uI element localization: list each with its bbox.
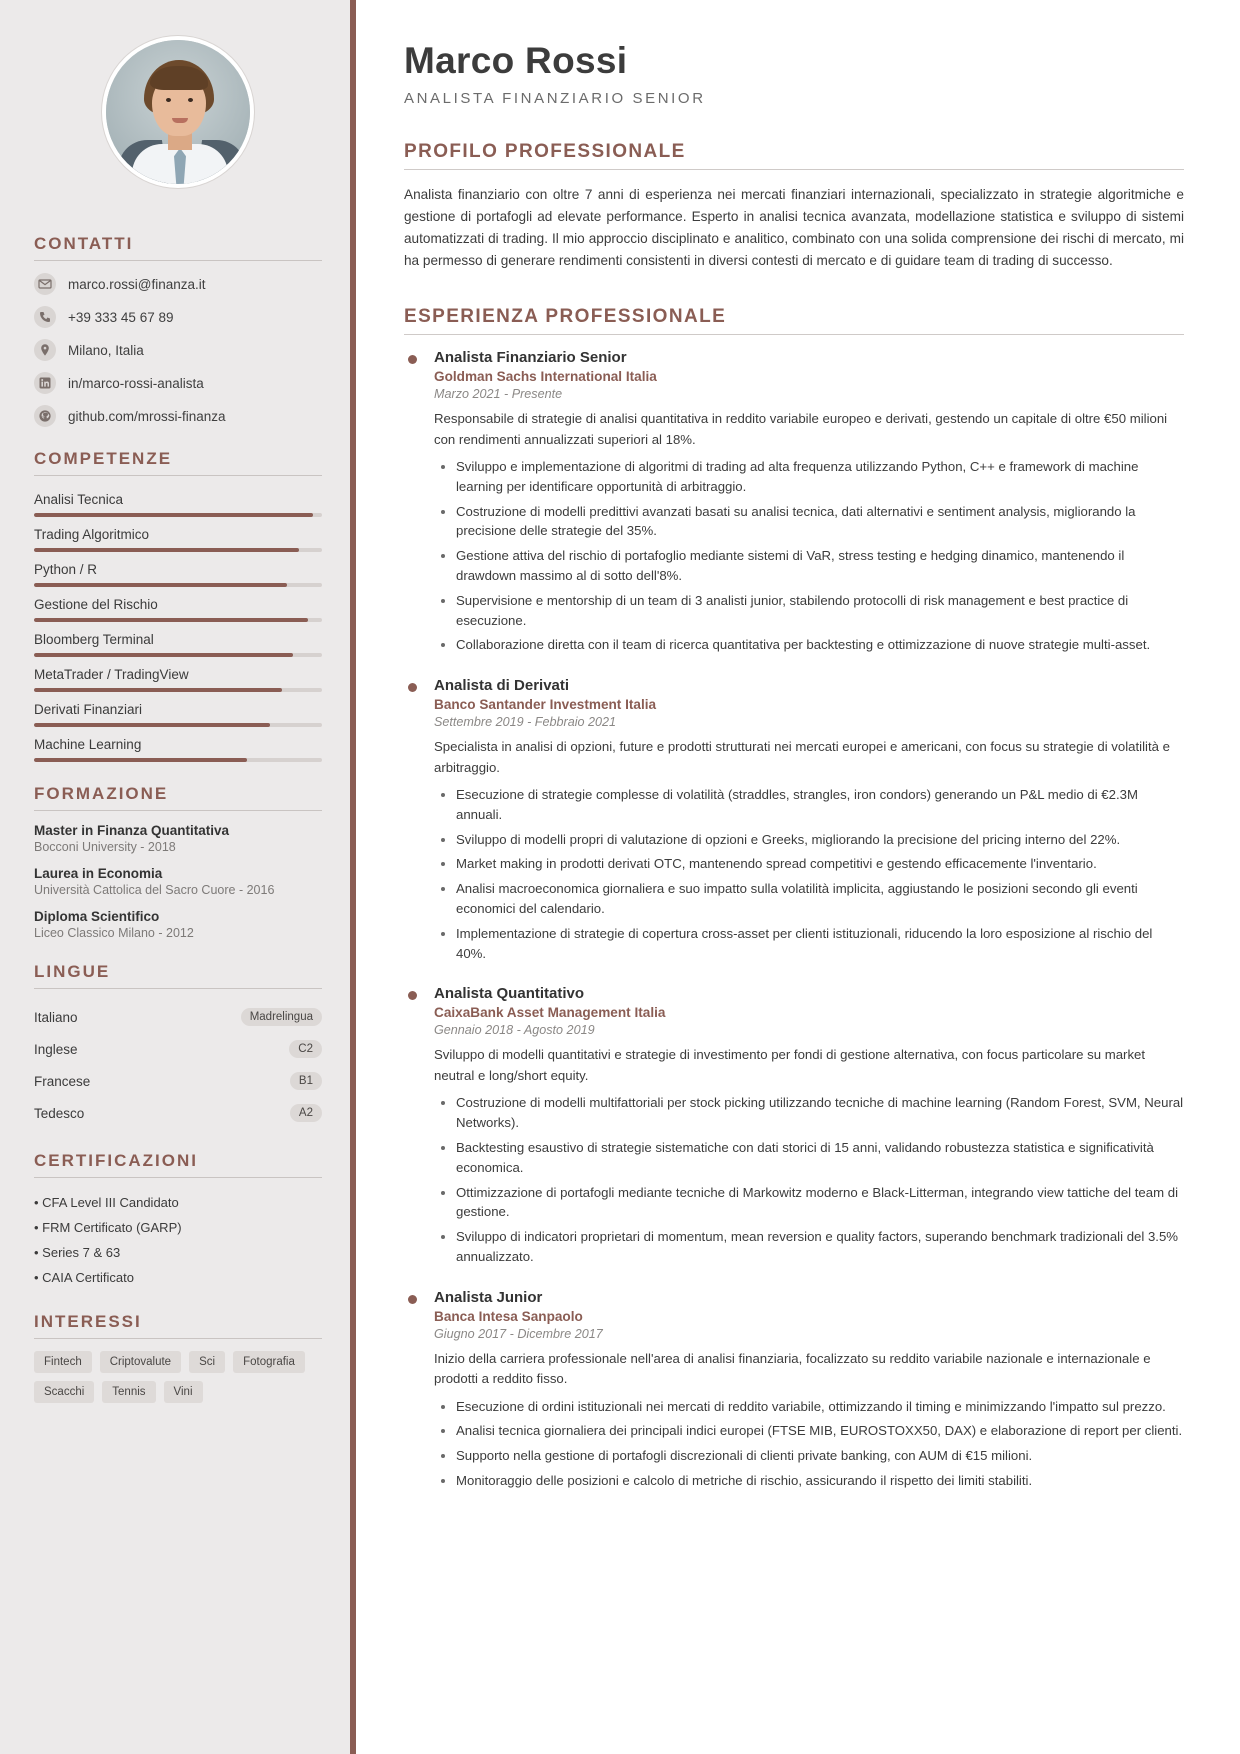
interest-chip: Vini (164, 1381, 203, 1403)
avatar-hair-front (150, 66, 208, 90)
education-item (34, 909, 322, 940)
skill-bar-fill (34, 548, 299, 552)
divider (404, 334, 1184, 335)
experience-bullet: • Supervisione e mentorship di un team di 3 analisti junior, stabilendo protocolli di risk management e best practice di esecuzione. (456, 591, 1184, 631)
experience-title: Analista Finanziario Senior (434, 349, 627, 367)
education-degree: Master in Finanza Quantitativa (34, 823, 230, 838)
skill-item (34, 698, 322, 727)
certification-item: • Series 7 & 63 (34, 1245, 121, 1260)
interest-chip: Criptovalute (100, 1351, 181, 1373)
experience-item (404, 349, 1184, 655)
experience-bullet: • Backtesting esaustivo di strategie sistematiche con dati storici di 15 anni, validando robustezza statistica e significatività economica. (456, 1138, 1184, 1178)
experience-bullet: • Collaborazione diretta con il team di ricerca quantitativa per backtesting e ottimizzazione di nuove strategie multi-asset. (456, 635, 1184, 655)
skill-label: Analisi Tecnica (34, 492, 124, 507)
sidebar-accent-bar (350, 0, 356, 1754)
experience-item (404, 1289, 1184, 1491)
education-school: Bocconi University - 2018 (34, 840, 176, 854)
experience-company: CaixaBank Asset Management Italia (434, 1005, 666, 1021)
experience-description: Sviluppo di modelli quantitativi e strategie di investimento per fondi di gestione alternativa, con focus particolare su market neutral e long/short equity. (434, 1047, 1146, 1083)
main-content (356, 0, 1240, 1754)
interest-chip-list (34, 1351, 322, 1403)
skill-bar-fill (34, 723, 270, 727)
page-title: Marco Rossi (404, 40, 628, 81)
skill-bar-fill (34, 688, 282, 692)
language-level-badge: C2 (289, 1040, 322, 1058)
skill-bar-fill (34, 583, 287, 587)
experience-bullet: • Sviluppo di modelli propri di valutazione di opzioni e Greeks, migliorando la precisione del pricing interno del 22%. (456, 830, 1184, 850)
language-name: Tedesco (34, 1105, 85, 1121)
divider (34, 810, 322, 811)
bullet-icon (408, 1295, 417, 1304)
section-title-experience: ESPERIENZA PROFESSIONALE (404, 306, 727, 328)
skill-bar-fill (34, 513, 313, 517)
experience-bullet: • Costruzione di modelli multifattoriali per stock picking utilizzando tecniche di machine learning (Random Forest, SVM, Neural Networks). (456, 1093, 1184, 1133)
language-level-badge: B1 (290, 1072, 322, 1090)
experience-title: Analista di Derivati (434, 677, 570, 695)
experience-item (404, 677, 1184, 963)
phone-icon (34, 306, 56, 328)
skill-item (34, 523, 322, 552)
skill-bar-track (34, 723, 322, 727)
experience-bullet-list (434, 1397, 1184, 1491)
contact-value: in/marco-rossi-analista (68, 375, 204, 391)
experience-bullet: • Implementazione di strategie di copertura cross-asset per clienti istituzionali, riducendo la loro esposizione al rischio del 40%. (456, 924, 1184, 964)
experience-bullet-list (434, 457, 1184, 655)
experience-description: Inizio della carriera professionale nell'area di analisi finanziaria, focalizzato su reddito variabile nazionale e internazionale e prodotti a reddito fisso. (434, 1350, 1151, 1387)
skill-item (34, 663, 322, 692)
divider (34, 475, 322, 476)
mail-icon (34, 273, 56, 295)
skill-label: Machine Learning (34, 737, 142, 752)
contact-item-location (34, 339, 322, 361)
divider (34, 260, 322, 261)
experience-bullet: • Analisi macroeconomica giornaliera e suo impatto sulla volatilità implicita, aggiustando le posizioni secondo gli eventi economici del calendario. (456, 879, 1184, 919)
experience-bullet: • Esecuzione di ordini istituzionali nei mercati di reddito variabile, ottimizzando il timing e minimizzando l'impatto sul prezzo. (456, 1397, 1184, 1417)
skill-bar-track (34, 688, 322, 692)
divider (34, 1338, 322, 1339)
language-item (34, 1001, 322, 1033)
experience-title: Analista Junior (434, 1288, 543, 1306)
language-level-badge: Madrelingua (241, 1008, 322, 1026)
language-item (34, 1097, 322, 1129)
avatar-eye-right (188, 98, 193, 102)
language-name: Francese (34, 1073, 91, 1089)
divider (34, 1177, 322, 1178)
experience-description: Specialista in analisi di opzioni, future e prodotti strutturati nei mercati europei e americani, con focus su strategie di volatilità e arbitraggio. (434, 739, 1170, 775)
education-item (34, 823, 322, 854)
education-degree: Diploma Scientifico (34, 909, 160, 924)
contact-value: +39 333 45 67 89 (68, 309, 174, 325)
divider (34, 988, 322, 989)
language-name: Italiano (34, 1009, 78, 1025)
section-title-skills: COMPETENZE (34, 449, 173, 468)
github-icon (34, 405, 56, 427)
interest-chip: Tennis (102, 1381, 155, 1403)
divider (404, 169, 1184, 170)
location-icon (34, 339, 56, 361)
experience-bullet: • Sviluppo di indicatori proprietari di momentum, mean reversion e quality factors, superando benchmark tradizionali del 3.5% annualizzato. (456, 1227, 1184, 1267)
experience-title: Analista Quantitativo (434, 985, 585, 1003)
skill-bar-fill (34, 758, 247, 762)
interest-chip: Scacchi (34, 1381, 94, 1403)
skill-bar-track (34, 583, 322, 587)
section-title-profile: PROFILO PROFESSIONALE (404, 141, 686, 162)
experience-bullet: • Gestione attiva del rischio di portafoglio mediante sistemi di VaR, stress testing e hedging dinamico, mantenendo il drawdown massimo al di sotto dell'8%. (456, 546, 1184, 586)
job-role-subtitle: ANALISTA FINANZIARIO SENIOR (404, 90, 706, 107)
language-name: Inglese (34, 1041, 78, 1057)
avatar-eye-left (166, 98, 171, 102)
skill-item (34, 733, 322, 762)
avatar (102, 36, 254, 188)
education-school: Liceo Classico Milano - 2012 (34, 926, 194, 940)
skill-label: Python / R (34, 562, 98, 577)
education-degree: Laurea in Economia (34, 866, 163, 881)
linkedin-icon (34, 372, 56, 394)
skill-label: Gestione del Rischio (34, 597, 158, 612)
contact-value: github.com/mrossi-finanza (68, 408, 226, 424)
section-title-languages: LINGUE (34, 962, 111, 981)
experience-bullet: • Monitoraggio delle posizioni e calcolo di metriche di rischio, assicurando il rispetto dei limiti stabiliti. (456, 1471, 1184, 1491)
experience-description: Responsabile di strategie di analisi quantitativa in reddito variabile europeo e derivati, gestendo un capitale di oltre €50 milioni con rendimenti annualizzati superiori al 18%. (434, 411, 1168, 447)
skill-bar-track (34, 758, 322, 762)
experience-bullet: • Supporto nella gestione di portafogli discrezionali di clienti private banking, con AUM di €15 milioni. (456, 1446, 1184, 1466)
skill-bar-track (34, 548, 322, 552)
skill-item (34, 488, 322, 517)
experience-bullet-list (434, 785, 1184, 963)
experience-bullet: • Analisi tecnica giornaliera dei principali indici europei (FTSE MIB, EUROSTOXX50, DAX) e elaborazione di report per clienti. (456, 1421, 1184, 1441)
skill-bar-fill (34, 618, 308, 622)
section-title-interests: INTERESSI (34, 1312, 142, 1331)
interest-chip: Sci (189, 1351, 225, 1373)
skill-item (34, 593, 322, 622)
avatar-mouth (172, 118, 188, 123)
bullet-icon (408, 683, 417, 692)
experience-bullet: • Esecuzione di strategie complesse di volatilità (straddles, strangles, iron condors) generando un P&L medio di €2.3M annuali. (456, 785, 1184, 825)
bullet-icon (408, 355, 417, 364)
certification-item: • CAIA Certificato (34, 1270, 134, 1285)
skill-label: Trading Algoritmico (34, 527, 150, 542)
language-level-badge: A2 (290, 1104, 322, 1122)
experience-dates: Marzo 2021 - Presente (434, 387, 563, 402)
avatar-container (34, 0, 322, 212)
experience-bullet: • Market making in prodotti derivati OTC, mantenendo spread competitivi e gestendo efficacemente l'inventario. (456, 854, 1184, 874)
section-title-education: FORMAZIONE (34, 784, 169, 803)
skill-bar-track (34, 513, 322, 517)
experience-bullet-list (434, 1093, 1184, 1266)
skill-bar-fill (34, 653, 293, 657)
skill-label: Bloomberg Terminal (34, 632, 154, 647)
certification-item: • FRM Certificato (GARP) (34, 1220, 182, 1235)
experience-dates: Giugno 2017 - Dicembre 2017 (434, 1326, 603, 1341)
interest-chip: Fintech (34, 1351, 92, 1373)
sidebar (0, 0, 356, 1754)
contact-item-phone[interactable] (34, 306, 322, 328)
education-school: Università Cattolica del Sacro Cuore - 2016 (34, 883, 275, 897)
experience-dates: Gennaio 2018 - Agosto 2019 (434, 1023, 595, 1038)
certification-item: • CFA Level III Candidato (34, 1195, 179, 1210)
skill-label: MetaTrader / TradingView (34, 667, 189, 682)
education-item (34, 866, 322, 897)
contact-item-github[interactable] (34, 405, 322, 427)
experience-item (404, 985, 1184, 1266)
contact-item-email[interactable] (34, 273, 322, 295)
section-title-certifications: CERTIFICAZIONI (34, 1151, 198, 1170)
skill-label: Derivati Finanziari (34, 702, 143, 717)
experience-company: Banca Intesa Sanpaolo (434, 1308, 583, 1324)
contact-item-linkedin[interactable] (34, 372, 322, 394)
contact-value: marco.rossi@finanza.it (68, 276, 206, 292)
language-item (34, 1033, 322, 1065)
contact-value: Milano, Italia (68, 342, 144, 358)
section-title-contacts: CONTATTI (34, 234, 134, 253)
experience-company: Goldman Sachs International Italia (434, 369, 657, 385)
experience-bullet: • Costruzione di modelli predittivi avanzati basati su analisi tecnica, dati alternativi e sentiment analysis, migliorando la precisione delle strategie del 35%. (456, 502, 1184, 542)
experience-bullet: • Ottimizzazione di portafogli mediante tecniche di Markowitz moderno e Black-Litterman, integrando view tattiche del team di gestione. (456, 1183, 1184, 1223)
skill-bar-track (34, 618, 322, 622)
experience-company: Banco Santander Investment Italia (434, 697, 657, 713)
skill-bar-track (34, 653, 322, 657)
experience-bullet: • Sviluppo e implementazione di algoritmi di trading ad alta frequenza utilizzando Python, C++ e framework di machine learning per identificare opportunità di arbitraggio. (456, 457, 1184, 497)
bullet-icon (408, 991, 417, 1000)
skill-item (34, 558, 322, 587)
interest-chip: Fotografia (233, 1351, 305, 1373)
skill-item (34, 628, 322, 657)
language-item (34, 1065, 322, 1097)
profile-paragraph: Analista finanziario con oltre 7 anni di esperienza nei mercati finanziari internazionali, specializzato in strategie algoritmiche e gestione di portafogli ad elevate performance. Esperto in analisi tecnica avanzata, modellazione statistica e sviluppo di sistemi automatizzati di trading. Il mio approccio disciplinato e analitico, combinato con una solida comprensione dei rischi di mercato, mi ha permesso di generare rendimenti consistenti in diversi contesti di mercato e di guidare team di trading di successo. (404, 187, 1184, 269)
experience-dates: Settembre 2019 - Febbraio 2021 (434, 715, 617, 730)
